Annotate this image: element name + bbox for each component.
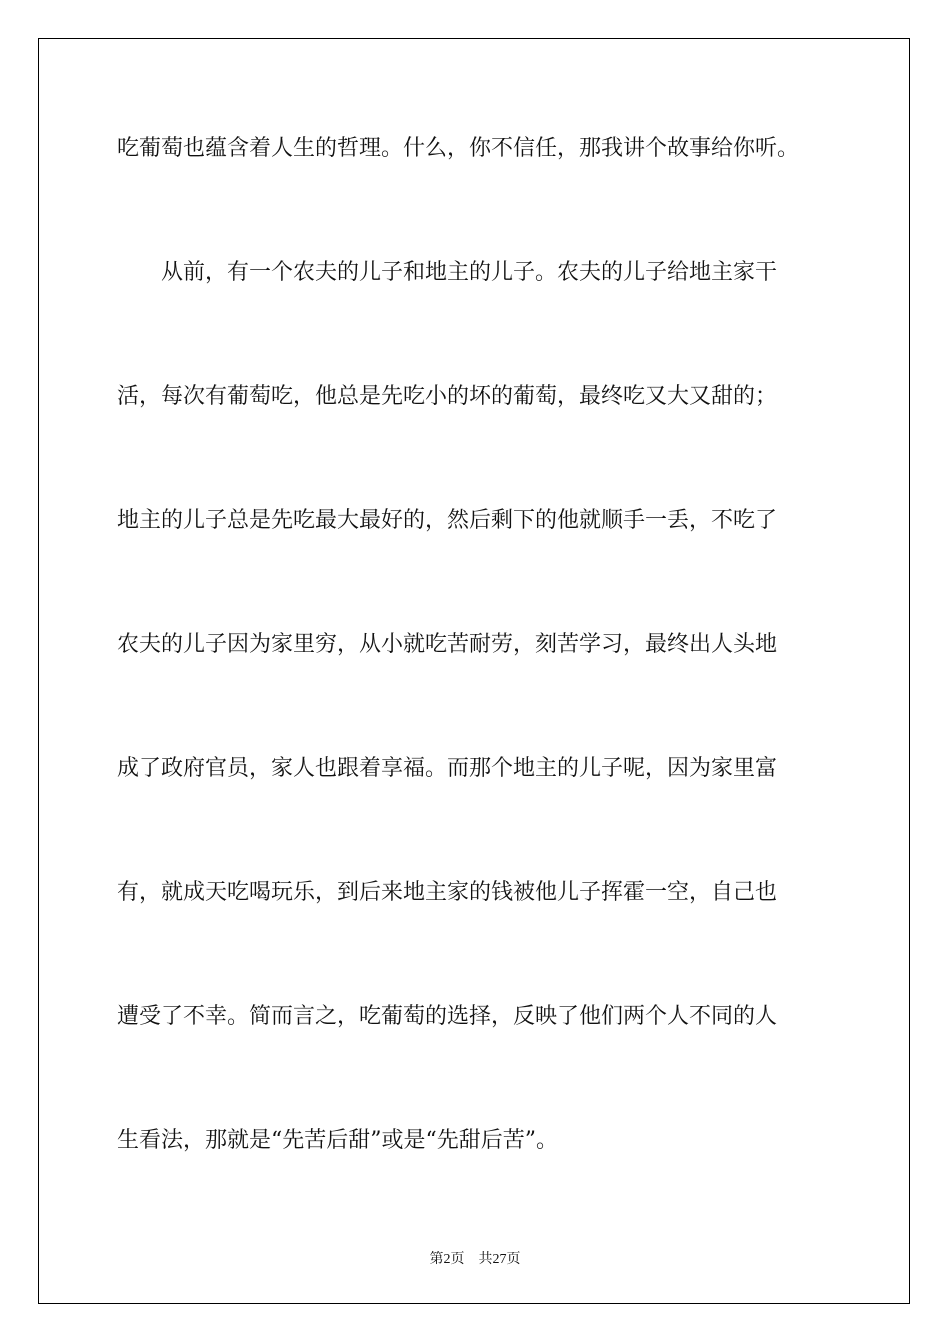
text-line-4: 地主的儿子总是先吃最大最好的，然后剩下的他就顺手一丢，不吃了 [117,508,778,533]
text-line-7: 有，就成天吃喝玩乐，到后来地主家的钱被他儿子挥霍一空，自己也 [117,880,778,905]
page-footer [0,1248,950,1268]
text-line-3: 活，每次有葡萄吃，他总是先吃小的坏的葡萄，最终吃又大又甜的； [117,384,778,409]
text-line-9: 生看法，那就是“先苦后甜”或是“先甜后苦”。 [117,1128,558,1153]
page-number: 第2页 [429,1252,465,1267]
text-line-6: 成了政府官员，家人也跟着享福。而那个地主的儿子呢，因为家里富 [117,756,778,781]
page-total: 共27页 [478,1252,521,1267]
text-line-5: 农夫的儿子因为家里穷，从小就吃苦耐劳，刻苦学习，最终出人头地 [117,632,778,657]
text-line-1: 吃葡萄也蕴含着人生的哲理。什么，你不信任，那我讲个故事给你听。 [117,136,800,161]
page-border [38,38,910,1304]
text-line-8: 遭受了不幸。简而言之，吃葡萄的选择，反映了他们两个人不同的人 [117,1004,778,1029]
text-line-2: 从前，有一个农夫的儿子和地主的儿子。农夫的儿子给地主家干 [161,260,778,285]
